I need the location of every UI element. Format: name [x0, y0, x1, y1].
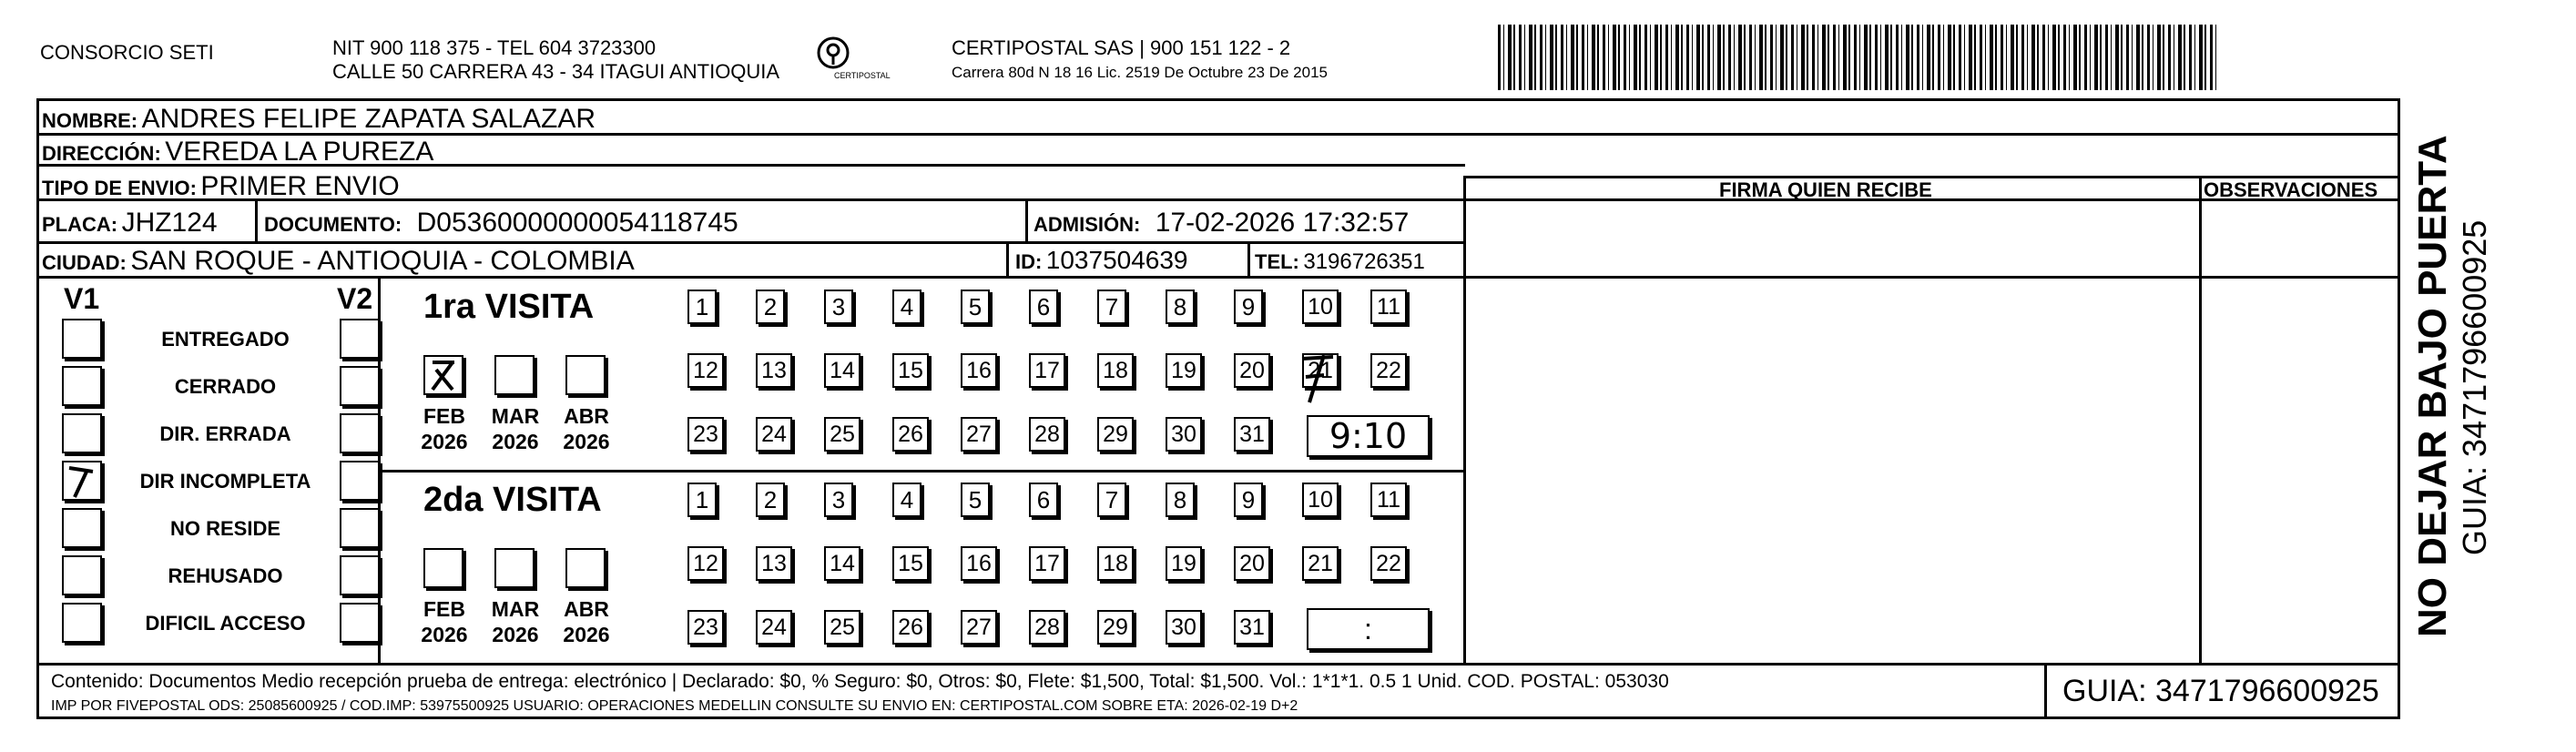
reason-label: DIR INCOMPLETA	[139, 470, 311, 493]
month-checkbox[interactable]	[423, 355, 463, 395]
v1-checkbox[interactable]	[62, 319, 102, 359]
day-box-8[interactable]: 8	[1166, 290, 1195, 324]
footer-contenido: Contenido: Documentos Medio recepción prueba de entrega: electrónico | Declarado: $0, % Seguro: $0, Otros: $0, Flete: $1,500, Total: $1,500. Vol.: 1*1*1. 0.5 1 Unid. COD. POSTAL: 053030	[51, 671, 1669, 692]
footer-guia: GUIA: 3471796600925	[2062, 674, 2379, 708]
day-box-31[interactable]: 31	[1234, 610, 1270, 645]
day-box-29[interactable]: 29	[1097, 417, 1134, 452]
tipo-value: PRIMER ENVIO	[200, 171, 400, 201]
day-box-26[interactable]: 26	[892, 417, 929, 452]
v2-checkbox[interactable]	[340, 413, 380, 453]
day-box-20[interactable]: 20	[1234, 353, 1270, 388]
visit1-title: 1ra VISITA	[423, 288, 595, 326]
certipostal-license: Carrera 80d N 18 16 Lic. 2519 De Octubre 23 De 2015	[952, 64, 1328, 81]
day-box-11[interactable]: 11	[1370, 483, 1407, 517]
day-box-22[interactable]: 22	[1370, 353, 1407, 388]
v1-label: V1	[64, 282, 100, 315]
tel-label: TEL:	[1255, 250, 1299, 273]
admision-value: 17-02-2026 17:32:57	[1155, 208, 1410, 238]
day-box-24[interactable]: 24	[756, 610, 792, 645]
day-box-28[interactable]: 28	[1029, 610, 1065, 645]
day-box-27[interactable]: 27	[961, 610, 997, 645]
day-box-30[interactable]: 30	[1166, 417, 1202, 452]
day-box-10[interactable]: 10	[1302, 483, 1339, 517]
admision-cell	[1033, 209, 1409, 237]
month-checkbox[interactable]	[494, 355, 535, 395]
tipo-label: TIPO DE ENVIO:	[42, 177, 197, 199]
id-label: ID:	[1015, 250, 1043, 273]
visit2-title: 2da VISITA	[423, 481, 602, 519]
month-year-label: 2026	[563, 430, 610, 453]
day-box-25[interactable]: 25	[824, 610, 860, 645]
day-box-25[interactable]: 25	[824, 417, 860, 452]
time-box[interactable]: 9:10	[1307, 415, 1430, 457]
day-box-12[interactable]: 12	[687, 353, 724, 388]
id-cell	[1015, 248, 1188, 273]
month-label: ABR	[564, 404, 609, 428]
day-check-mark	[1297, 350, 1342, 408]
day-box-10[interactable]: 10	[1302, 290, 1339, 324]
day-box-19[interactable]: 19	[1166, 353, 1202, 388]
day-box-2[interactable]: 2	[756, 290, 785, 324]
certipostal-logo-icon	[815, 35, 851, 71]
v2-checkbox[interactable]	[340, 508, 380, 548]
month-label: MAR	[491, 404, 540, 428]
v2-checkbox[interactable]	[340, 319, 380, 359]
v1-checkbox[interactable]	[62, 366, 102, 406]
side-warning: NO DEJAR BAJO PUERTA	[2410, 135, 2455, 637]
documento-cell	[264, 209, 738, 237]
v1-checkbox[interactable]	[62, 508, 102, 548]
id-value: 1037504639	[1045, 246, 1188, 274]
observaciones-header: OBSERVACIONES	[2204, 178, 2378, 201]
day-box-15[interactable]: 15	[892, 546, 929, 581]
day-box-23[interactable]: 23	[687, 417, 724, 452]
day-box-20[interactable]: 20	[1234, 546, 1270, 581]
day-box-6[interactable]: 6	[1029, 290, 1058, 324]
firma-header: FIRMA QUIEN RECIBE	[1719, 178, 1932, 201]
reason-label: DIR. ERRADA	[159, 422, 291, 445]
tel-cell	[1255, 251, 1425, 273]
logo-text: CERTIPOSTAL	[834, 71, 891, 80]
day-box-13[interactable]: 13	[756, 546, 792, 581]
tipo-row	[42, 173, 400, 200]
v2-checkbox[interactable]	[340, 461, 380, 501]
day-box-21[interactable]: 21	[1302, 546, 1339, 581]
nombre-label: NOMBRE:	[42, 109, 138, 132]
month-year-label: 2026	[421, 430, 468, 453]
v1-checkbox[interactable]	[62, 555, 102, 595]
reason-label: DIFICIL ACCESO	[145, 612, 306, 635]
ciudad-value: SAN ROQUE - ANTIOQUIA - COLOMBIA	[130, 246, 635, 276]
nombre-value: ANDRES FELIPE ZAPATA SALAZAR	[141, 104, 596, 134]
day-box-31[interactable]: 31	[1234, 417, 1270, 452]
month-year-label: 2026	[421, 623, 468, 646]
day-box-19[interactable]: 19	[1166, 546, 1202, 581]
day-box-17[interactable]: 17	[1029, 353, 1065, 388]
v2-checkbox[interactable]	[340, 555, 380, 595]
documento-label: DOCUMENTO:	[264, 213, 402, 236]
v1-checkbox[interactable]	[62, 413, 102, 453]
barcode	[1498, 25, 2217, 90]
month-label: FEB	[423, 597, 465, 621]
certipostal-line: CERTIPOSTAL SAS | 900 151 122 - 2	[952, 36, 1291, 59]
direccion-row	[42, 138, 433, 166]
v2-checkbox[interactable]	[340, 603, 380, 643]
day-box-3[interactable]: 3	[824, 483, 853, 517]
day-box-16[interactable]: 16	[961, 353, 997, 388]
placa-value: JHZ124	[121, 208, 218, 238]
day-box-3[interactable]: 3	[824, 290, 853, 324]
day-box-16[interactable]: 16	[961, 546, 997, 581]
ciudad-cell	[42, 248, 635, 275]
month-label: FEB	[423, 404, 465, 428]
day-box-1[interactable]: 1	[687, 483, 717, 517]
direccion-value: VEREDA LA PUREZA	[165, 137, 434, 167]
day-box-23[interactable]: 23	[687, 610, 724, 645]
day-box-8[interactable]: 8	[1166, 483, 1195, 517]
month-year-label: 2026	[563, 623, 610, 646]
reason-label: CERRADO	[174, 375, 277, 398]
day-box-13[interactable]: 13	[756, 353, 792, 388]
day-box-6[interactable]: 6	[1029, 483, 1058, 517]
day-box-9[interactable]: 9	[1234, 483, 1263, 517]
day-box-29[interactable]: 29	[1097, 610, 1134, 645]
day-box-4[interactable]: 4	[892, 290, 921, 324]
day-box-5[interactable]: 5	[961, 290, 990, 324]
day-box-21[interactable]: 21	[1302, 353, 1339, 388]
reason-label: NO RESIDE	[169, 517, 281, 540]
day-box-1[interactable]: 1	[687, 290, 717, 324]
month-label: MAR	[491, 597, 540, 621]
month-year-label: 2026	[492, 430, 539, 453]
day-box-11[interactable]: 11	[1370, 290, 1407, 324]
placa-cell	[42, 209, 218, 237]
side-guia: GUIA: 3471796600925	[2456, 219, 2493, 555]
day-box-14[interactable]: 14	[824, 353, 860, 388]
nit-line: NIT 900 118 375 - TEL 604 3723300	[332, 36, 657, 59]
day-box-18[interactable]: 18	[1097, 546, 1134, 581]
day-box-12[interactable]: 12	[687, 546, 724, 581]
tel-value: 3196726351	[1303, 249, 1425, 274]
v1-checkbox[interactable]	[62, 603, 102, 643]
day-box-18[interactable]: 18	[1097, 353, 1134, 388]
day-box-15[interactable]: 15	[892, 353, 929, 388]
v1-checkbox[interactable]	[62, 461, 102, 501]
day-box-24[interactable]: 24	[756, 417, 792, 452]
day-box-17[interactable]: 17	[1029, 546, 1065, 581]
day-box-7[interactable]: 7	[1097, 290, 1126, 324]
month-checkbox[interactable]	[565, 548, 606, 588]
month-label: ABR	[564, 597, 609, 621]
reason-label: REHUSADO	[168, 564, 283, 587]
day-box-30[interactable]: 30	[1166, 610, 1202, 645]
day-box-7[interactable]: 7	[1097, 483, 1126, 517]
nombre-row	[42, 106, 596, 133]
month-year-label: 2026	[492, 623, 539, 646]
day-box-2[interactable]: 2	[756, 483, 785, 517]
month-checkbox[interactable]	[494, 548, 535, 588]
placa-label: PLACA:	[42, 213, 118, 236]
documento-value: D05360000000054118745	[416, 208, 738, 238]
address-line: CALLE 50 CARRERA 43 - 34 ITAGUI ANTIOQUIA	[332, 60, 780, 83]
time-box[interactable]: :	[1307, 608, 1430, 650]
day-box-4[interactable]: 4	[892, 483, 921, 517]
day-box-5[interactable]: 5	[961, 483, 990, 517]
month-checkbox[interactable]	[423, 548, 463, 588]
day-box-28[interactable]: 28	[1029, 417, 1065, 452]
reason-label: ENTREGADO	[161, 328, 290, 351]
admision-label: ADMISIÓN:	[1033, 213, 1141, 236]
ciudad-label: CIUDAD:	[42, 251, 127, 274]
day-box-26[interactable]: 26	[892, 610, 929, 645]
day-box-27[interactable]: 27	[961, 417, 997, 452]
day-box-9[interactable]: 9	[1234, 290, 1263, 324]
direccion-label: DIRECCIÓN:	[42, 142, 161, 165]
footer-imp: IMP POR FIVEPOSTAL ODS: 25085600925 / COD.IMP: 53975500925 USUARIO: OPERACIONES MEDELLIN CONSULTE SU ENVIO EN: CERTIPOSTAL.COM SOBRE ETA: 2026-02-19 D+2	[51, 698, 1298, 714]
day-box-22[interactable]: 22	[1370, 546, 1407, 581]
v2-label: V2	[337, 282, 373, 315]
company-name: CONSORCIO SETI	[40, 41, 214, 64]
month-checkbox[interactable]	[565, 355, 606, 395]
day-box-14[interactable]: 14	[824, 546, 860, 581]
v2-checkbox[interactable]	[340, 366, 380, 406]
